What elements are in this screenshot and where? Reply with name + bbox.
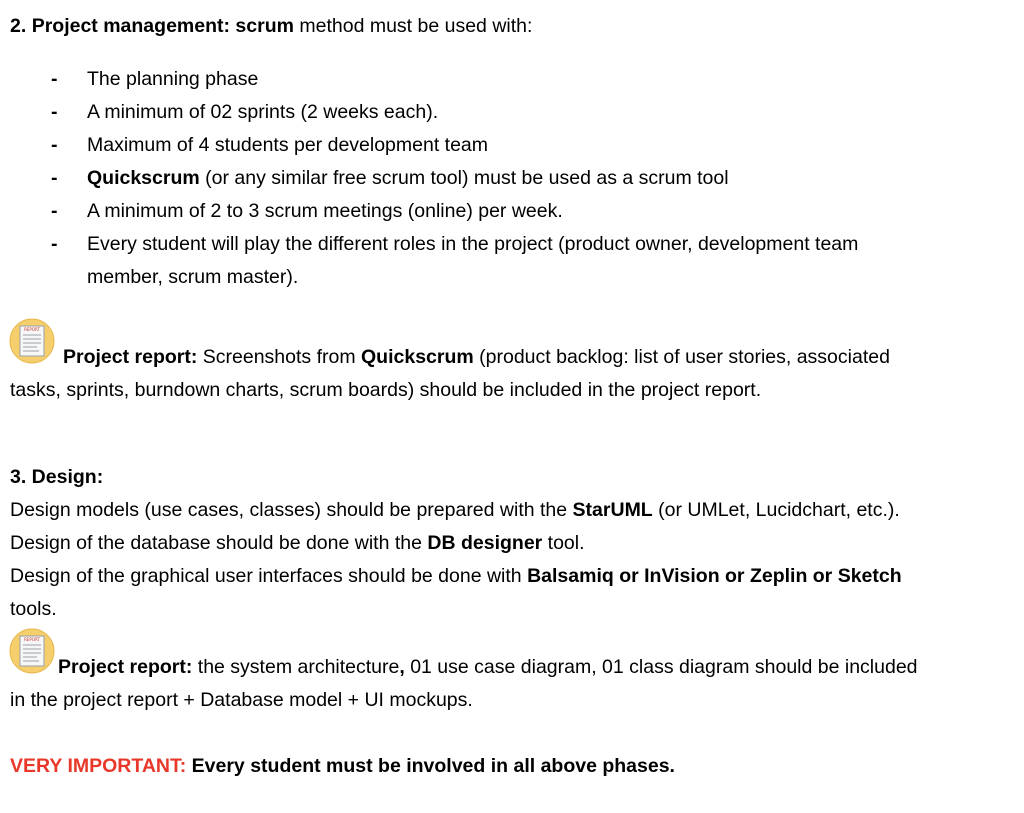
report-document-icon — [9, 318, 55, 364]
section-2-report-line-1: Project report: Screenshots from Quickscrum (product backlog: list of user stories, associated — [63, 346, 890, 368]
section-2-heading — [10, 14, 532, 38]
list-item-text: A minimum of 02 sprints (2 weeks each). — [87, 101, 439, 123]
list-dash: - — [51, 200, 58, 222]
section-3-report-line-2: in the project report + Database model + UI mockups. — [10, 689, 473, 711]
quickscrum-tool-name: Quickscrum — [87, 167, 200, 189]
staruml-tool-name: StarUML — [572, 499, 653, 521]
list-item-text: member, scrum master). — [87, 266, 299, 288]
report-label: Project report: — [58, 656, 193, 678]
list-item-text: Quickscrum (or any similar free scrum tool) must be used as a scrum tool — [87, 167, 729, 189]
gui-tools-names: Balsamiq or InVision or Zeplin or Sketch — [527, 565, 902, 587]
section-2-number: 2. — [10, 15, 27, 37]
list-item-text: The planning phase — [87, 68, 259, 90]
important-label: VERY IMPORTANT: — [10, 755, 187, 777]
list-dash: - — [51, 233, 58, 255]
list-dash: - — [51, 167, 58, 189]
list-item-text: Maximum of 4 students per development team — [87, 134, 489, 156]
list-dash: - — [51, 68, 58, 90]
list-item-text: A minimum of 2 to 3 scrum meetings (online) per week. — [87, 200, 563, 222]
section-2-title-bold: Project management: scrum — [31, 15, 294, 37]
list-dash: - — [51, 134, 58, 156]
database-design-line: Design of the database should be done with the DB designer tool. — [10, 532, 585, 554]
section-3-report-line-1: Project report: the system architecture, 01 use case diagram, 01 class diagram should be included — [58, 656, 918, 678]
section-2-title-rest: method must be used with: — [293, 15, 533, 37]
gui-design-line-continuation: tools. — [10, 598, 57, 620]
list-dash: - — [51, 101, 58, 123]
report-icon-label: REPORT — [24, 327, 40, 332]
section-2-report-line-2: tasks, sprints, burndown charts, scrum boards) should be included in the project report. — [10, 379, 762, 401]
quickscrum-tool-name: Quickscrum — [361, 346, 474, 368]
report-document-icon — [9, 628, 55, 674]
report-icon-label: REPORT — [24, 637, 40, 642]
section-3-heading: 3. Design: — [10, 466, 104, 488]
design-models-line: Design models (use cases, classes) should be prepared with the StarUML (or UMLet, Lucidchart, etc.). — [10, 499, 900, 521]
report-label: Project report: — [63, 346, 198, 368]
important-text: Every student must be involved in all above phases. — [186, 755, 675, 777]
db-designer-tool-name: DB designer — [427, 532, 543, 554]
gui-design-line: Design of the graphical user interfaces should be done with Balsamiq or InVision or Zeplin or Sketch — [10, 565, 902, 587]
list-item-text: Every student will play the different roles in the project (product owner, development team — [87, 233, 859, 255]
important-note — [10, 754, 675, 778]
